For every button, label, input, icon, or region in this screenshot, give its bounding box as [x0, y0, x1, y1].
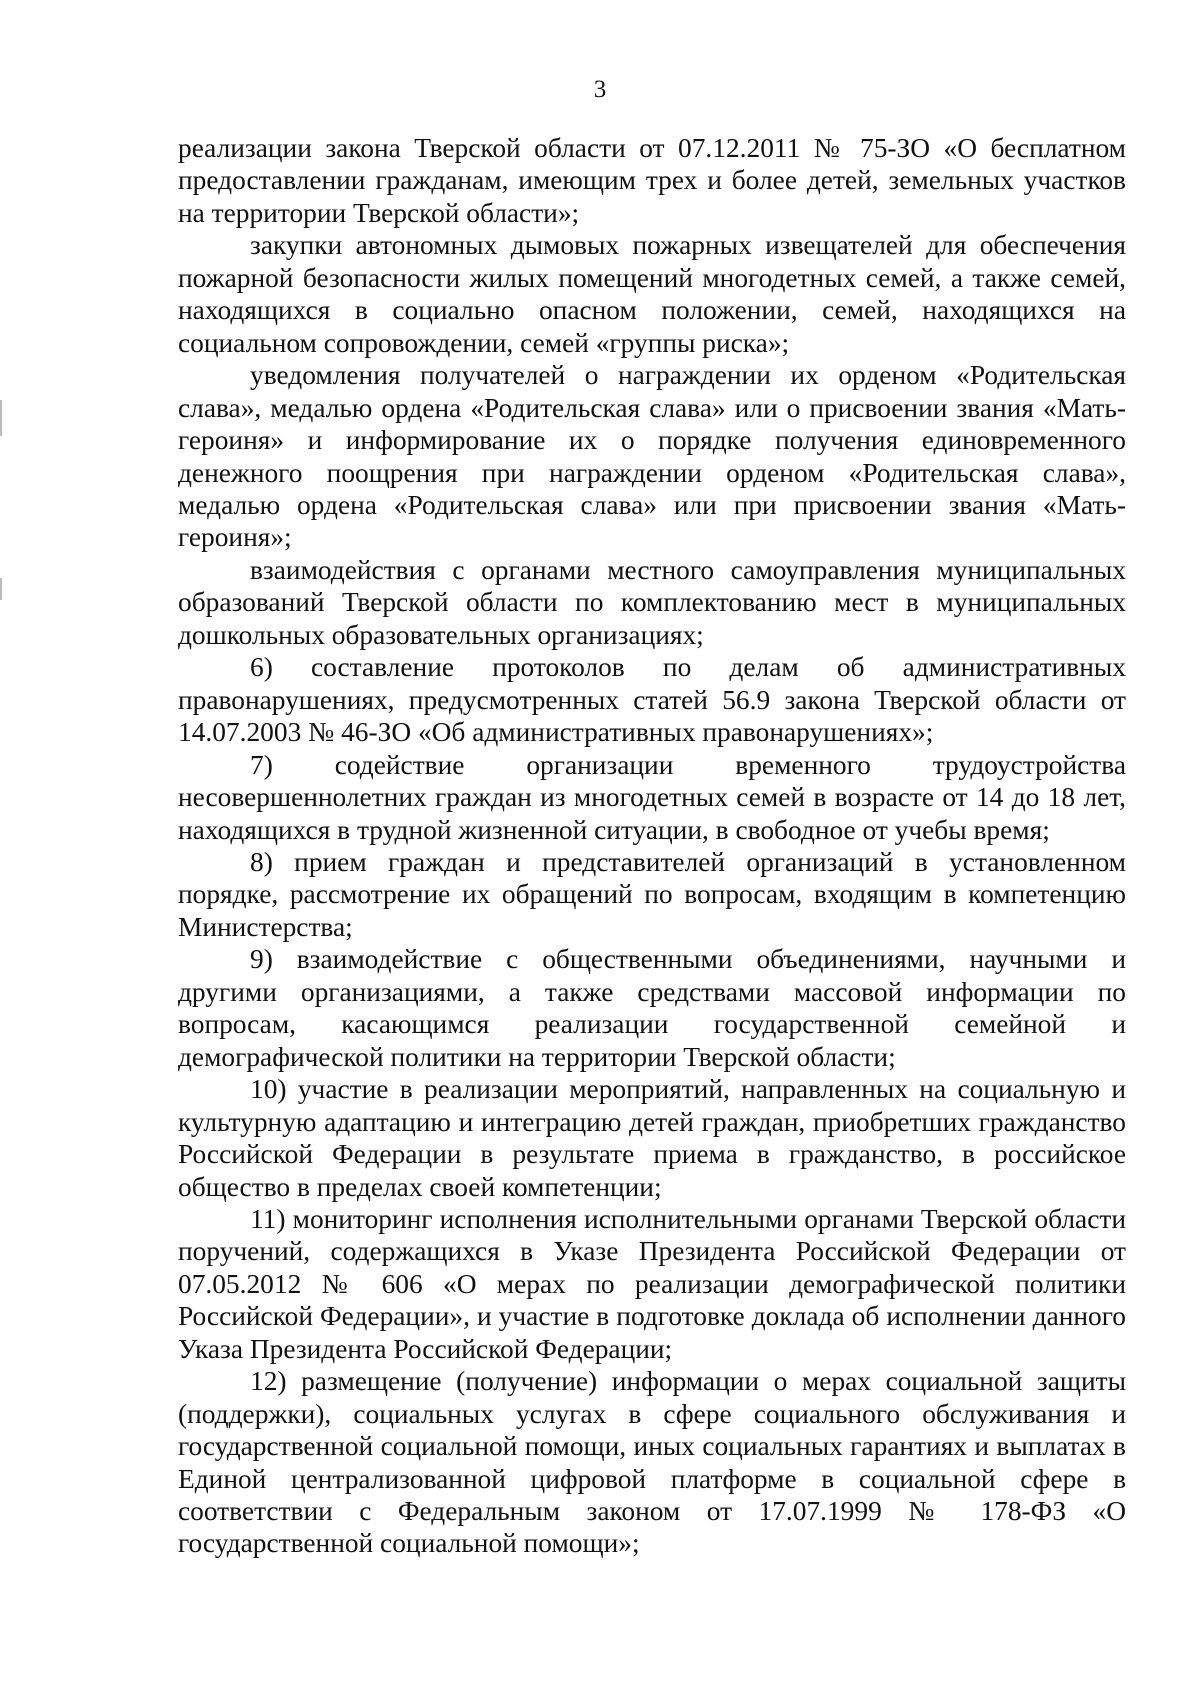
- document-body: [178, 132, 1126, 1560]
- paragraph: 11) мониторинг исполнения исполнительными органами Тверской области поручений, содержащихся в Указе Президента Российской Федерации от 07.05.2012 № 606 «О мерах по реализации демографической политики Российской Федерации», и участие в подготовке доклада об исполнении данного Указа Президента Российской Федерации;: [178, 1203, 1126, 1364]
- paragraph: 8) прием граждан и представителей организаций в установленном порядке, рассмотрение их обращений по вопросам, входящим в компетенцию Министерства;: [178, 846, 1126, 942]
- paragraph: 12) размещение (получение) информации о мерах социальной защиты (поддержки), социальных услугах в сфере социального обслуживания и государственной социальной помощи, иных социальных гарантиях и выплатах в Единой централизованной цифровой платформе в социальной сфере в соответствии с Федеральным законом от 17.07.1999 № 178-ФЗ «О государственной социальной помощи»;: [178, 1366, 1126, 1559]
- paragraph: взаимодействия с органами местного самоуправления муниципальных образований Тверской области по комплектованию мест в муниципальных дошкольных образовательных организациях;: [178, 554, 1126, 650]
- paragraph: закупки автономных дымовых пожарных извещателей для обеспечения пожарной безопасности жилых помещений многодетных семей, а также семей, находящихся в социально опасном положении, семей, находящихся на социальном сопровождении, семей «группы риска»;: [178, 230, 1126, 358]
- page-number: 3: [593, 76, 607, 103]
- paragraph: 6) составление протоколов по делам об административных правонарушениях, предусмотренных статей 56.9 закона Тверской области от 14.07.2003 № 46-ЗО «Об административных правонарушениях»;: [178, 652, 1126, 748]
- paragraph: 7) содействие организации временного трудоустройства несовершеннолетних граждан из многодетных семей в возрасте от 14 до 18 лет, находящихся в трудной жизненной ситуации, в свободное от учебы время;: [178, 749, 1126, 845]
- paragraph: 9) взаимодействие с общественными объединениями, научными и другими организациями, а также средствами массовой информации по вопросам, касающимся реализации государственной семейной и демографической политики на территории Тверской области;: [178, 944, 1126, 1072]
- paragraph: уведомления получателей о награждении их орденом «Родительская слава», медалью ордена «Родительская слава» или о присвоении звания «Мать-героиня» и информирование их о порядке получения единовременного денежного поощрения при награждении орденом «Родительская слава», медалью ордена «Родительская слава» или при присвоении звания «Мать-героиня»;: [178, 360, 1126, 553]
- paragraph: реализации закона Тверской области от 07.12.2011 № 75-ЗО «О бесплатном предоставлении гражданам, имеющим трех и более детей, земельных участков на территории Тверской области»;: [178, 133, 1126, 228]
- scan-margin-mark: [0, 578, 2, 600]
- paragraph: 10) участие в реализации мероприятий, направленных на социальную и культурную адаптацию и интеграцию детей граждан, приобретших гражданство Российской Федерации в результате приема в гражданство, в российское общество в пределах своей компетенции;: [178, 1074, 1126, 1202]
- scan-margin-mark: [0, 400, 2, 436]
